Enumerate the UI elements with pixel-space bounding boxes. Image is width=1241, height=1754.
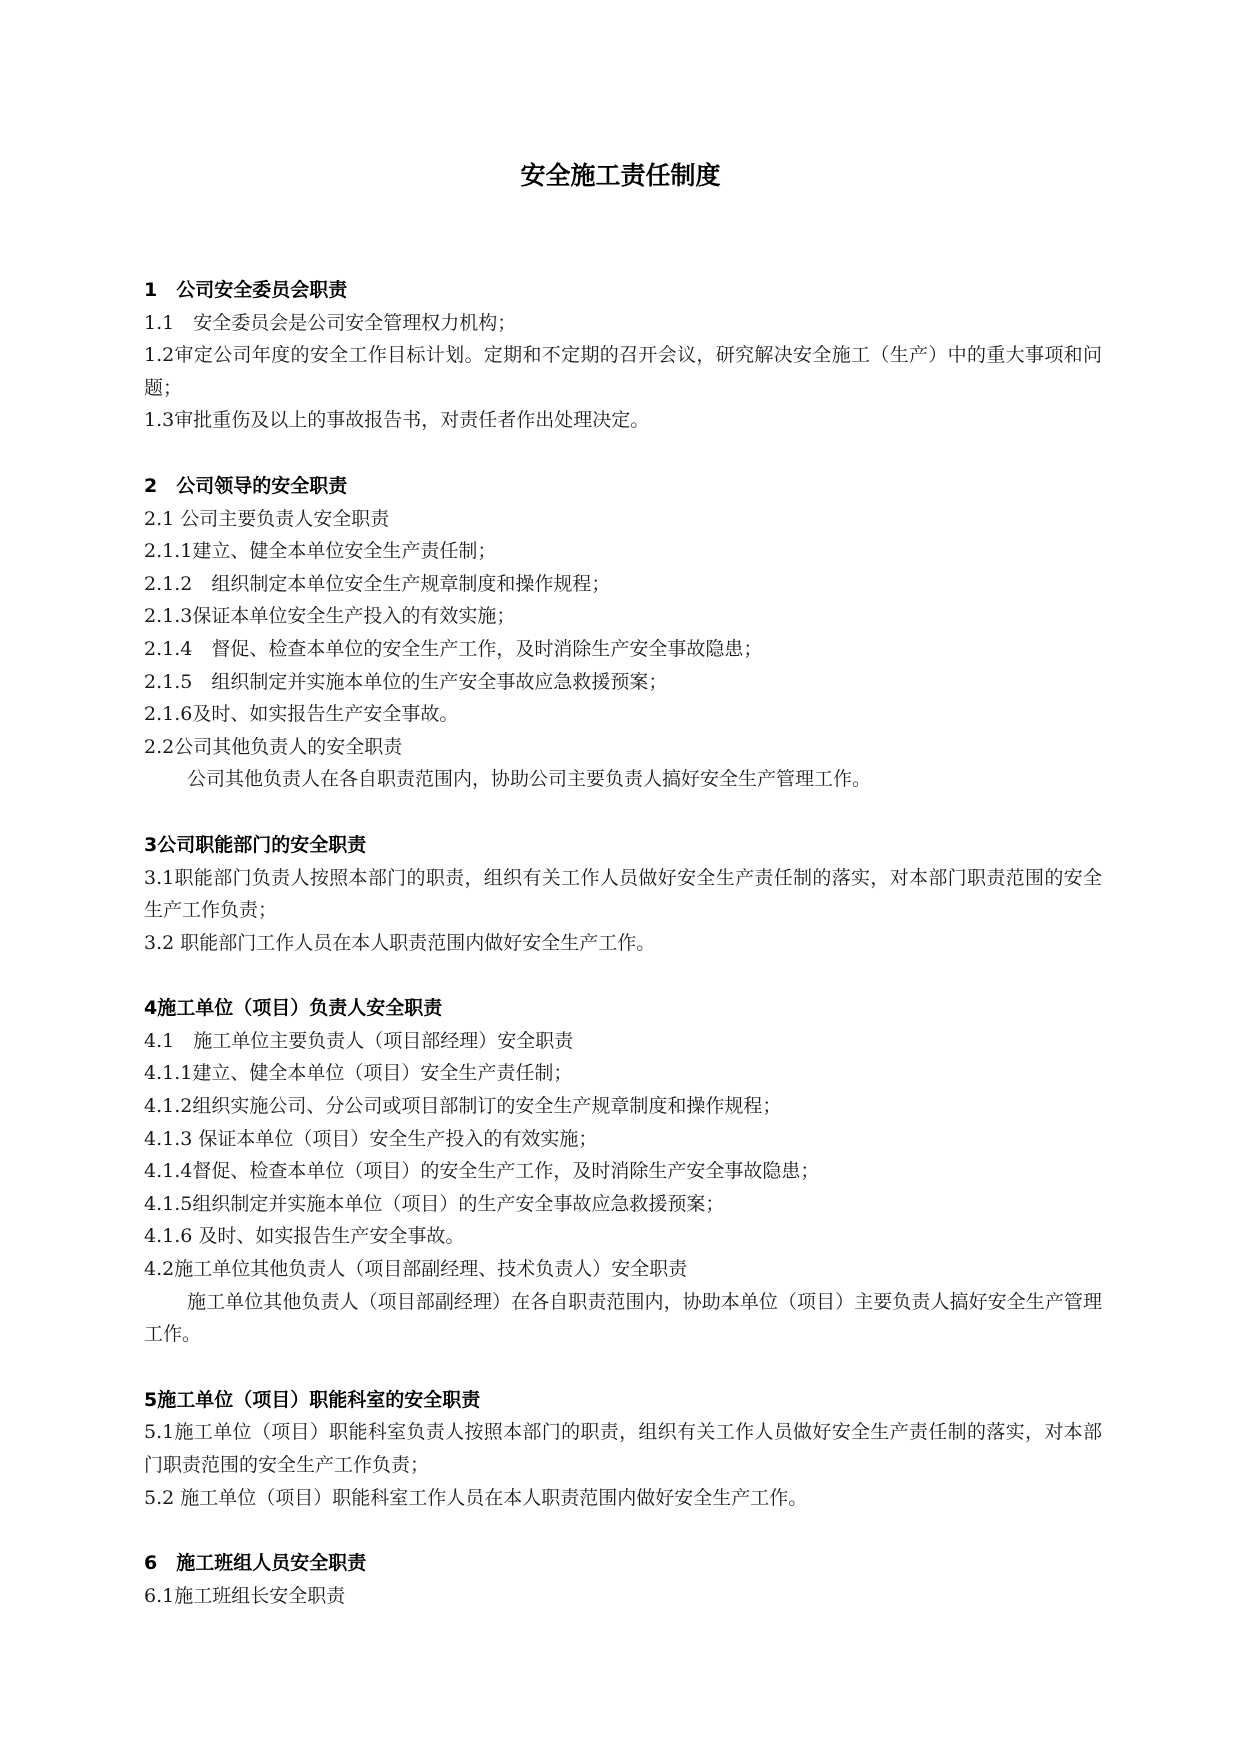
clause-line: 5.2 施工单位（项目）职能科室工作人员在本人职责范围内做好安全生产工作。 — [144, 1486, 808, 1509]
clause-line: 2.1.6及时、如实报告生产安全事故。 — [144, 703, 459, 726]
clause-line: 4.2施工单位其他负责人（项目部副经理、技术负责人）安全职责 — [144, 1258, 688, 1281]
clause-line: 4.1.4督促、检查本单位（项目）的安全生产工作，及时消除生产安全事故隐患； — [144, 1160, 820, 1183]
section-2 — [144, 470, 1102, 796]
clause-line: 6.1施工班组长安全职责 — [144, 1584, 346, 1607]
section-5 — [144, 1384, 1102, 1514]
section-heading: 5施工单位（项目）职能科室的安全职责 — [144, 1388, 481, 1411]
section-4 — [144, 992, 1102, 1351]
clause-line: 1.1 安全委员会是公司安全管理权力机构； — [144, 311, 517, 334]
section-heading: 3公司职能部门的安全职责 — [144, 833, 367, 856]
clause-line: 3.2 职能部门工作人员在本人职责范围内做好安全生产工作。 — [144, 931, 656, 954]
clause-line: 2.1.1建立、健全本单位安全生产责任制； — [144, 540, 497, 563]
section-heading: 1 公司安全委员会职责 — [144, 279, 348, 301]
clause-line: 2.1 公司主要负责人安全职责 — [144, 507, 390, 530]
clause-line: 4.1.1建立、健全本单位（项目）安全生产责任制； — [144, 1062, 573, 1085]
section-6 — [144, 1547, 1102, 1612]
clause-line: 4.1.6 及时、如实报告生产安全事故。 — [144, 1225, 465, 1248]
section-heading: 2 公司领导的安全职责 — [144, 474, 348, 497]
clause-line: 3.1职能部门负责人按照本部门的职责，组织有关工作人员做好安全生产责任制的落实，对本部门职责范围的安全生产工作负责； — [144, 866, 1102, 922]
document-body — [144, 274, 1102, 1645]
clause-line: 4.1.2组织实施公司、分公司或项目部制订的安全生产规章制度和操作规程； — [144, 1095, 782, 1118]
clause-line: 2.1.3保证本单位安全生产投入的有效实施； — [144, 605, 516, 628]
clause-line: 公司其他负责人在各自职责范围内，协助公司主要负责人搞好安全生产管理工作。 — [187, 768, 872, 791]
section-1 — [144, 274, 1102, 437]
clause-line: 4.1.3 保证本单位（项目）安全生产投入的有效实施； — [144, 1127, 598, 1150]
clause-line: 2.1.2 组织制定本单位安全生产规章制度和操作规程； — [144, 572, 611, 595]
section-3 — [144, 829, 1102, 959]
clause-line: 4.1.5组织制定并实施本单位（项目）的生产安全事故应急救援预案； — [144, 1192, 725, 1215]
clause-line: 2.1.5 组织制定并实施本单位的生产安全事故应急救援预案； — [144, 670, 668, 693]
clause-line: 2.1.4 督促、检查本单位的安全生产工作，及时消除生产安全事故隐患； — [144, 637, 763, 660]
document-title: 安全施工责任制度 — [520, 161, 721, 190]
clause-line: 4.1 施工单位主要负责人（项目部经理）安全职责 — [144, 1029, 574, 1052]
clause-line: 2.2公司其他负责人的安全职责 — [144, 735, 403, 758]
clause-line: 5.1施工单位（项目）职能科室负责人按照本部门的职责，组织有关工作人员做好安全生产责任制的落实，对本部门职责范围的安全生产工作负责； — [144, 1421, 1102, 1476]
section-heading: 6 施工班组人员安全职责 — [144, 1552, 367, 1575]
clause-line: 1.3审批重伤及以上的事故报告书，对责任者作出处理决定。 — [144, 409, 650, 432]
section-heading: 4施工单位（项目）负责人安全职责 — [144, 997, 443, 1020]
clause-line: 1.2审定公司年度的安全工作目标计划。定期和不定期的召开会议，研究解决安全施工（生产）中的重大事项和问题； — [144, 344, 1102, 399]
clause-line: 施工单位其他负责人（项目部副经理）在各自职责范围内，协助本单位（项目）主要负责人搞好安全生产管理工作。 — [144, 1290, 1102, 1346]
